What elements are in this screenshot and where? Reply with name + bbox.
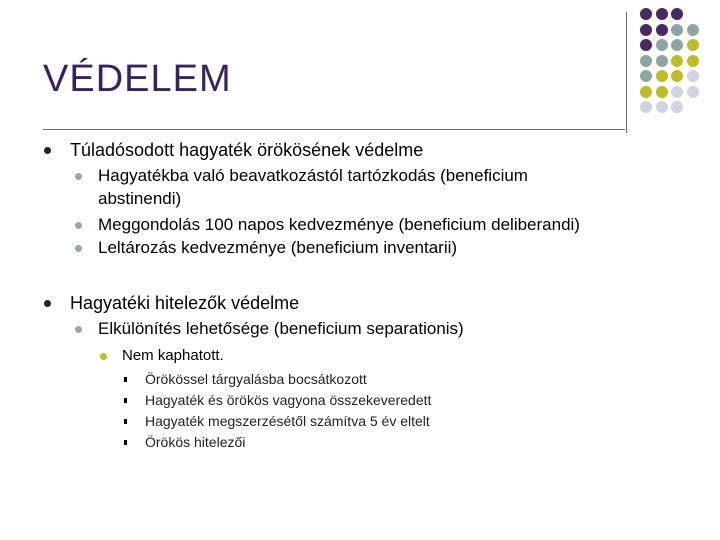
sub-list-item: Örökössel tárgyalásba bocsátkozott — [145, 371, 367, 387]
decorative-dot — [656, 24, 668, 36]
bullet-icon — [75, 222, 82, 229]
decorative-dot — [687, 24, 699, 36]
decorative-dot — [687, 55, 699, 67]
decorative-dot — [671, 101, 683, 113]
sub-list-item: Örökös hitelezői — [145, 434, 246, 450]
decorative-dot — [671, 39, 683, 51]
decorative-dot — [640, 39, 652, 51]
decorative-dot — [656, 101, 668, 113]
decorative-dot — [687, 70, 699, 82]
decorative-dot — [640, 55, 652, 67]
decorative-dot — [640, 8, 652, 20]
square-bullet-icon — [124, 440, 127, 445]
decorative-dot — [640, 86, 652, 98]
bullet-icon — [44, 147, 51, 154]
decorative-dot — [671, 70, 683, 82]
decorative-dot — [656, 55, 668, 67]
decorative-dot — [671, 55, 683, 67]
decorative-dot — [656, 86, 668, 98]
list-item-continuation: abstinendi) — [98, 189, 182, 208]
bullet-icon — [75, 173, 82, 180]
bullet-icon — [44, 300, 51, 307]
bullet-icon — [100, 353, 107, 360]
decorative-dot — [671, 24, 683, 36]
decorative-dot — [640, 24, 652, 36]
list-item: Hagyatékba való beavatkozástól tartózkodás (beneficium — [98, 166, 528, 185]
decorative-dot — [671, 8, 683, 20]
slide-title: VÉDELEM — [43, 58, 232, 100]
section-heading: Hagyatéki hitelezők védelme — [70, 293, 300, 313]
square-bullet-icon — [124, 398, 127, 403]
bullet-icon — [75, 326, 82, 333]
section-heading: Túladósodott hagyaték örökösének védelme — [70, 140, 424, 160]
list-item: Leltározás kedvezménye (beneficium inventarii) — [98, 238, 458, 257]
decorative-dot — [640, 70, 652, 82]
list-item: Elkülönítés lehetősége (beneficium separationis) — [98, 319, 464, 338]
list-item: Meggondolás 100 napos kedvezménye (beneficium deliberandi) — [98, 215, 580, 234]
decorative-dot — [671, 86, 683, 98]
sub-list-item: Hagyaték és örökös vagyona összekeveredett — [145, 392, 432, 408]
decorative-dot — [687, 39, 699, 51]
bullet-icon — [75, 245, 82, 252]
decorative-dot — [687, 86, 699, 98]
sub-heading: Nem kaphatott. — [122, 347, 224, 364]
decorative-dot — [656, 70, 668, 82]
decorative-dot — [656, 39, 668, 51]
vertical-divider — [626, 12, 627, 133]
sub-list-item: Hagyaték megszerzésétől számítva 5 év eltelt — [145, 413, 430, 429]
title-divider — [43, 129, 625, 130]
decorative-dot — [640, 101, 652, 113]
square-bullet-icon — [124, 419, 127, 424]
square-bullet-icon — [124, 377, 127, 382]
decorative-dot — [656, 8, 668, 20]
